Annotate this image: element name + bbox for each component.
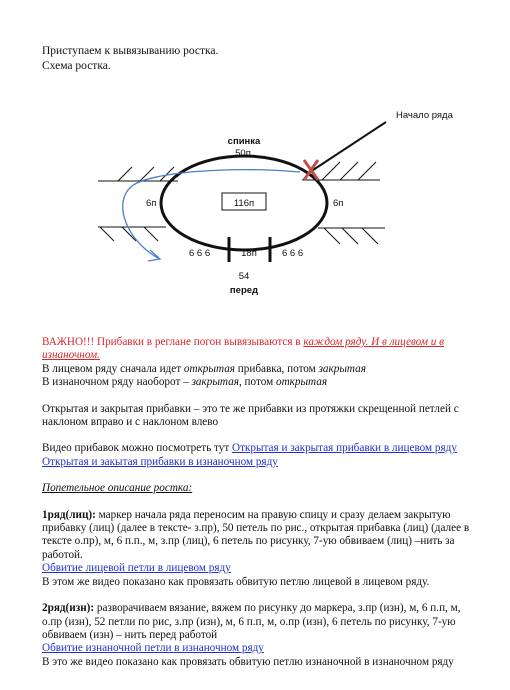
purl-row-order [42,376,482,389]
raglan-start-diagram [0,100,510,315]
row-2-description [42,602,482,642]
intro-line-2: Схема ростка. [42,60,111,72]
start-label: Начало ряда [396,110,453,121]
row-1-label: 1ряд(лиц): [42,508,96,521]
video-paragraph-2 [42,456,482,469]
front-count: 54 [238,271,250,282]
right-count: 6п [333,198,344,209]
front-label: перед [229,285,259,296]
intro-block [42,44,218,74]
direction-arrow [123,170,300,258]
video-link-face-row[interactable]: Открытая и закрытая прибавки в лицевом ряду [232,442,457,455]
face-row-text-d: закрытая [318,362,366,375]
face-row-text-c: прибавка, потом [235,362,319,375]
front-center-count: 18п [241,248,257,259]
important-plain: ВАЖНО!!! Прибавки в реглане погон вывязываются в [42,336,304,348]
row-2-note: В это же видео показано как провязать обвитую петлю изнаночной в изнаночном ряду [42,655,454,668]
row-1-video-link[interactable]: Обвитие лицевой петли в лицевом ряду [42,562,231,575]
row-2-label: 2ряд(изн): [42,602,95,615]
row-1-note: В этом же видео показано как провязать обвитую петлю лицевой в лицевом ряду. [42,575,430,588]
important-italic: каждом ряду. И в лицевом и в изнаночном. [42,336,445,362]
purl-row-text-d: открытая [275,376,328,389]
purl-row-text-a: В изнаночном ряду наоборот – [42,376,192,389]
row-1-description [42,509,482,563]
row-2-link-line [42,642,482,655]
important-note [42,336,482,363]
back-label: спинка [227,136,261,147]
front-right-numbers: 6 6 6 [282,248,304,259]
video-intro-text: Видео прибавок можно посмотреть тут [42,442,233,455]
face-row-order [42,363,482,376]
left-count: 6п [146,198,157,209]
row-1-text: маркер начала ряда переносим на правую спицу и сразу делаем закрытую прибавку (лиц) (далее в тексте- з.пр), 50 петель по рис., открытая прибавка (лиц) (далее в тексте о.пр), м, 6 п.п., м, з.пр (лиц), 6 петель по рисунку, 7-ую обвиваем (лиц) –нить за работой. [42,508,470,561]
video-paragraph [42,442,482,455]
row-1-link-line [42,562,482,575]
body-text [42,336,482,669]
row-start-line [310,122,386,172]
increases-explanation: Открытая и закрытая прибавки – это те же прибавки из протяжки скрещенной петлей с наклоном вправо и с наклоном влево [42,402,459,429]
front-left-numbers: 6 6 6 [189,248,211,259]
face-row-text-b: открытая [183,362,235,375]
purl-row-text-b: закрытая [191,376,239,389]
face-row-text-a: В лицевом ряду сначала идет [42,362,184,375]
purl-row-text-c: , потом [238,376,276,389]
video-link-purl-row[interactable]: Открытая и закытая прибавки в изнаночном ряду [42,455,278,468]
description-title: Попетельное описание ростка: [42,482,193,495]
row-2-video-link[interactable]: Обвитие изнаночной петли в изнаночном ряду [42,642,264,655]
intro-line-1: Приступаем к вывязыванию ростка. [42,45,219,57]
row-2-text: разворачиваем вязание, вяжем по рисунку до маркера, з.пр (изн), м, 6 п.п, м, о.пр (изн), 52 петли по рис, з.пр (изн), м, 6 п.п, м, о.пр (изн), 6 петель по рисунку, 7-ую обвиваем (изн) – нить перед работой [42,602,461,641]
center-count: 116п [233,198,255,209]
back-count: 50п [235,148,251,159]
